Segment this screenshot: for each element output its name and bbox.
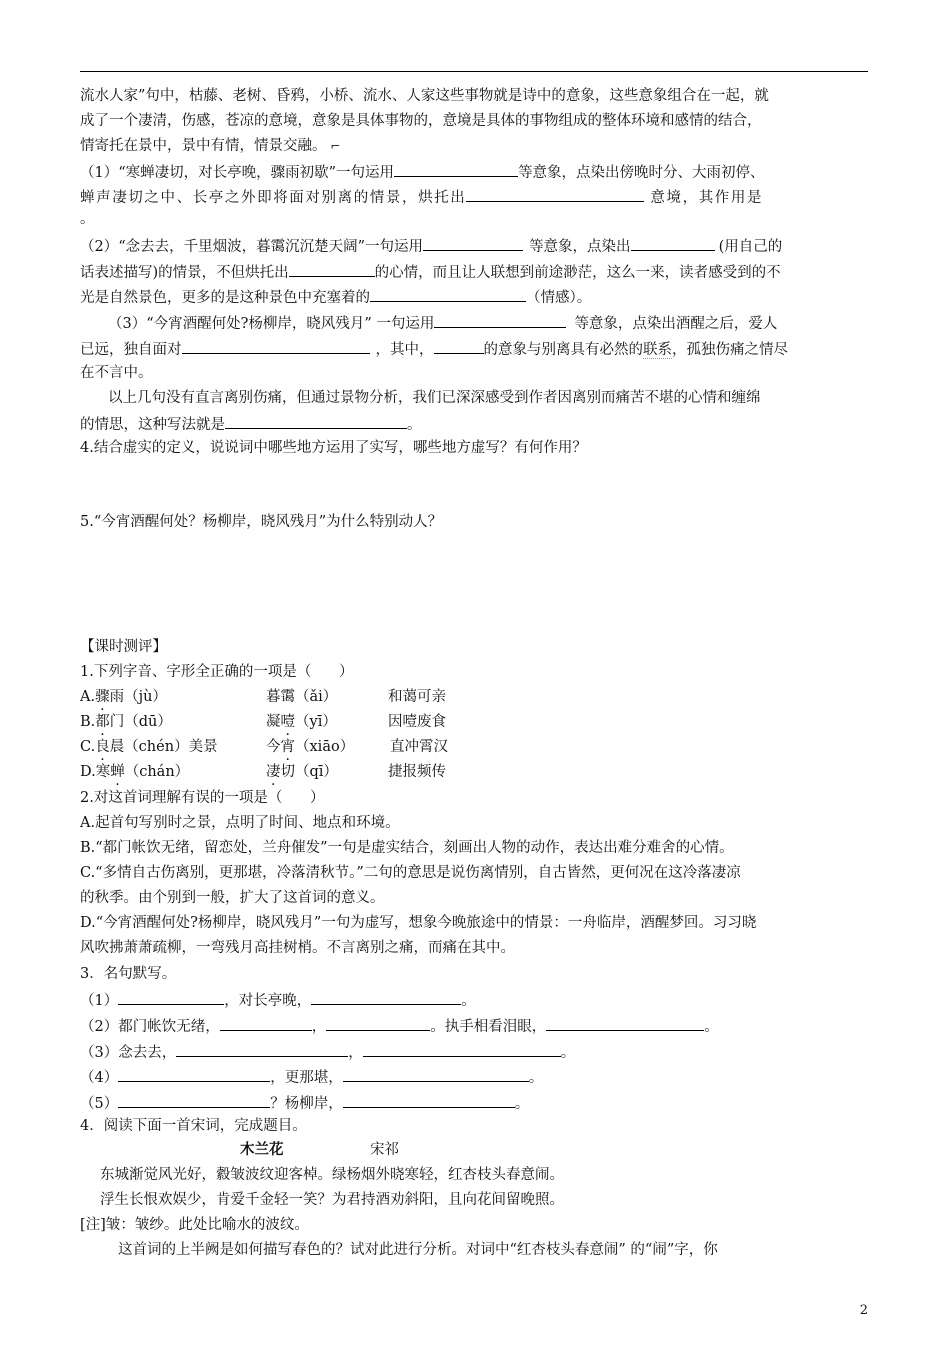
t1-c-label: C. <box>80 739 96 755</box>
t1-d-c2a: 凄 <box>266 764 281 780</box>
t1-b-c2c: （yī） <box>295 714 337 730</box>
q1-blank-2[interactable] <box>466 187 644 202</box>
q1-text-a: （1）“寒蝉凄切，对长亭晚，骤雨初歇”一句运用 <box>80 165 395 181</box>
t1-option-c-c2 <box>266 738 354 756</box>
intro-line-2: 成了一个凄清，伤感，苍凉的意境，意象是具体事物的，意境是具体的事物组成的整体环境和感情的结合， <box>80 113 762 129</box>
t3-r5-b: ？杨柳岸， <box>270 1096 343 1112</box>
t3-r5-blank-2[interactable] <box>343 1093 515 1108</box>
t3-r4-c: 。 <box>528 1070 544 1086</box>
t3-row-4 <box>80 1067 543 1087</box>
q1-text-d: 意境，其作用是 <box>650 190 764 206</box>
t1-d-c1a: 寒 <box>95 764 111 780</box>
return-mark-icon: ⌐ <box>330 139 341 153</box>
q2-blank-3[interactable] <box>289 262 375 277</box>
t1-d-c2b: 切（qī） <box>280 764 338 780</box>
t3-row-3 <box>80 1042 575 1062</box>
t3-r2-blank-2[interactable] <box>326 1016 430 1031</box>
t3-r1-a: （1） <box>80 993 119 1009</box>
t3-r1-c: 。 <box>461 993 476 1009</box>
t3-row-5 <box>80 1093 529 1113</box>
t1-a-c1a: 骤 <box>95 689 110 705</box>
t1-option-a-c3: 和蔼可亲 <box>388 689 446 705</box>
t3-stem: 3．名句默写。 <box>80 966 177 982</box>
eval-heading: 【课时测评】 <box>80 639 167 655</box>
q2-text-g: （情感）。 <box>526 290 592 306</box>
t1-c-c1a: 良 <box>95 739 110 755</box>
poem-author: 宋祁 <box>370 1142 399 1158</box>
q2-line-2 <box>80 262 781 282</box>
t3-row-2 <box>80 1016 719 1036</box>
intro-line-1: 流水人家”句中，枯藤、老树、昏鸦，小桥、流水、人家这些事物就是诗中的意象，这些意象组合在一起，就 <box>80 88 769 104</box>
summary-line-1: 以上几句没有直言离别伤痛，但通过景物分析，我们已深深感受到作者因离别而痛苦不堪的心情和缠绵 <box>108 390 761 406</box>
t4-stem: 4．阅读下面一首宋词，完成题目。 <box>80 1118 307 1134</box>
t1-b-c1b: 门（dū） <box>109 714 172 730</box>
t1-b-c1a: 都 <box>95 714 110 730</box>
page-number: 2 <box>859 1303 868 1318</box>
t2-option-c-line-2: 的秋季。由个别到一般，扩大了这首词的意义。 <box>80 890 385 906</box>
t3-r5-a: （5） <box>80 1096 119 1112</box>
t3-r5-c: 。 <box>514 1096 530 1112</box>
q3-text-e: 的意象与别离具有必然的 <box>483 342 643 358</box>
t3-r3-b: ， <box>348 1045 363 1061</box>
t3-r4-blank-1[interactable] <box>118 1067 270 1082</box>
q2-blank-2[interactable] <box>631 236 715 251</box>
t3-row-1 <box>80 990 476 1010</box>
q2-text-e: 的心情，而且让人联想到前途渺茫，这么一来，读者感受到的不 <box>374 265 781 281</box>
q1-line-2 <box>80 187 763 207</box>
t2-option-c-line-1: C.“多情自古伤离别，更那堪，冷落清秋节。”二句的意思是说伤离情别，自古皆然，更何况在这冷落凄凉 <box>80 865 741 881</box>
t2-option-d-line-1: D.“今宵酒醒何处?杨柳岸，晓风残月”一句为虚写，想象今晚旅途中的情景：一舟临岸，酒醒梦回。习习晓 <box>80 915 757 931</box>
t3-r2-blank-3[interactable] <box>546 1016 704 1031</box>
t1-d-label: D. <box>80 764 96 780</box>
t1-c-c2a: 今 <box>266 739 281 755</box>
t1-option-b-c2 <box>266 713 337 731</box>
t3-r2-d: 。 <box>704 1019 719 1035</box>
t1-option-d-c3: 捷报频传 <box>388 764 446 780</box>
t1-b-c2a: 凝 <box>266 714 281 730</box>
t3-r2-blank-1[interactable] <box>220 1016 312 1031</box>
t2-option-d-line-2: 风吹拂萧萧疏柳，一弯残月高挂树梢。不言离别之痛，而痛在其中。 <box>80 940 515 956</box>
t3-r2-c: 。执手相看泪眼， <box>430 1019 547 1035</box>
t1-option-c-c3: 直冲霄汉 <box>390 739 448 755</box>
q2-line-3 <box>80 287 591 307</box>
q3-text-f: 联系 <box>643 342 672 358</box>
q1-blank-1[interactable] <box>394 162 518 177</box>
summary-text-b: 的情思，这种写法就是 <box>80 417 225 433</box>
question-5: 5.“今宵酒醒何处？杨柳岸，晓风残月”为什么特别动人？ <box>80 514 443 530</box>
poem-note: [注]皱：皱纱。此处比喻水的波纹。 <box>80 1217 309 1233</box>
q2-line-1 <box>80 236 782 256</box>
q3-line-3: 在不言中。 <box>80 365 153 381</box>
q3-line-1 <box>108 313 777 333</box>
q3-text-a: （3）“今宵酒醒何处?杨柳岸，晓风残月” 一句运用 <box>108 316 435 332</box>
q3-text-g: ，孤独伤痛之情尽 <box>672 342 788 358</box>
q3-blank-1[interactable] <box>434 313 566 328</box>
t3-r2-b: ， <box>311 1019 327 1035</box>
t2-stem: 2.对这首词理解有误的一项是（ ） <box>80 790 325 806</box>
q2-text-d: 话表述描写)的情景，不但烘托出 <box>80 265 289 281</box>
t3-r2-a: （2）都门帐饮无绪， <box>80 1019 220 1035</box>
q1-text-c: 蝉声凄切之中、长亭之外即将面对别离的情景，烘托出 <box>80 190 467 206</box>
intro-line-3 <box>80 137 341 155</box>
t1-stem: 1.下列字音、字形全正确的一项是（ ） <box>80 664 354 680</box>
t4-question: 这首词的上半阙是如何描写春色的？试对此进行分析。对词中“红杏枝头春意闹” 的“闹”字，你 <box>118 1242 718 1258</box>
t1-option-a-c2: 暮霭（ǎi） <box>266 689 338 705</box>
q2-text-a: （2）“念去去，千里烟波，暮霭沉沉楚天阔”一句运用 <box>80 239 424 255</box>
poem-line-2: 浮生长恨欢娱少，肯爱千金轻一笑？为君持酒劝斜阳，且向花间留晚照。 <box>100 1192 564 1208</box>
t1-option-a <box>80 688 167 706</box>
q3-blank-3[interactable] <box>434 339 484 354</box>
intro-line-3-text: 情寄托在景中，景中有情，情景交融。 <box>80 138 327 154</box>
summary-blank[interactable] <box>225 414 407 429</box>
q3-text-b: 等意象，点染出酒醒之后，爱人 <box>574 316 778 332</box>
q3-blank-2[interactable] <box>182 339 370 354</box>
q1-line-3: 。 <box>80 211 95 227</box>
t1-d-c1b: 蝉 <box>110 764 125 780</box>
question-4: 4.结合虚实的定义，说说词中哪些地方运用了实写，哪些地方虚写？有何作用？ <box>80 440 587 456</box>
q3-text-c: 已远，独自面对 <box>80 342 182 358</box>
t3-r3-blank-1[interactable] <box>176 1042 348 1057</box>
t3-r4-b: ，更那堪， <box>270 1070 343 1086</box>
t3-r1-b: ，对长亭晚， <box>224 993 312 1009</box>
t1-c-c2c: （xiāo） <box>295 739 355 755</box>
t1-option-d-c2 <box>266 763 338 781</box>
t3-r4-blank-2[interactable] <box>343 1067 529 1082</box>
t1-c-c1b: 晨（chén）美景 <box>109 739 218 755</box>
q2-text-f: 光是自然景色，更多的是这种景色中充塞着的 <box>80 290 370 306</box>
t3-r1-blank-1[interactable] <box>118 990 224 1005</box>
q2-blank-4[interactable] <box>370 287 526 302</box>
q1-line-1 <box>80 162 765 182</box>
q2-blank-1[interactable] <box>423 236 523 251</box>
header-rule <box>80 71 868 72</box>
t1-b-c2b: 噎 <box>280 714 295 730</box>
poem-line-1: 东城渐觉风光好，縠皱波纹迎客棹。绿杨烟外晓寒轻，红杏枝头春意闹。 <box>100 1167 564 1183</box>
t1-option-c <box>80 738 218 756</box>
t3-r4-a: （4） <box>80 1070 119 1086</box>
t3-r5-blank-1[interactable] <box>118 1093 270 1108</box>
summary-line-2 <box>80 414 422 434</box>
q3-text-d: ，其中， <box>375 342 434 358</box>
t2-option-a: A.起首句写别时之景，点明了时间、地点和环境。 <box>80 815 400 831</box>
poem-title: 木兰花 <box>240 1141 284 1158</box>
t1-a-c1b: 雨（jù） <box>109 689 167 705</box>
t3-r1-blank-2[interactable] <box>311 990 461 1005</box>
t2-option-b: B.“都门帐饮无绪，留恋处，兰舟催发”一句是虚实结合，刻画出人物的动作，表达出难分难舍的心情。 <box>80 840 734 856</box>
t3-r3-c: 。 <box>560 1045 576 1061</box>
t3-r3-a: （3）念去去， <box>80 1045 177 1061</box>
q1-text-b: 等意象，点染出傍晚时分、大雨初停、 <box>518 165 765 181</box>
summary-text-c: 。 <box>407 417 422 433</box>
t1-a-label: A. <box>80 689 96 705</box>
t3-r3-blank-2[interactable] <box>363 1042 561 1057</box>
t1-b-label: B. <box>80 714 96 730</box>
q2-text-b: 等意象，点染出 <box>529 239 631 255</box>
t1-option-d <box>80 763 189 781</box>
q3-line-2 <box>80 339 788 359</box>
t1-c-c2b: 宵 <box>280 739 295 755</box>
t1-option-b-c3: 因噎废食 <box>388 714 446 730</box>
t1-d-c1c: （chán） <box>124 764 190 780</box>
q2-text-c: (用自己的 <box>718 239 783 255</box>
t1-option-b <box>80 713 172 731</box>
